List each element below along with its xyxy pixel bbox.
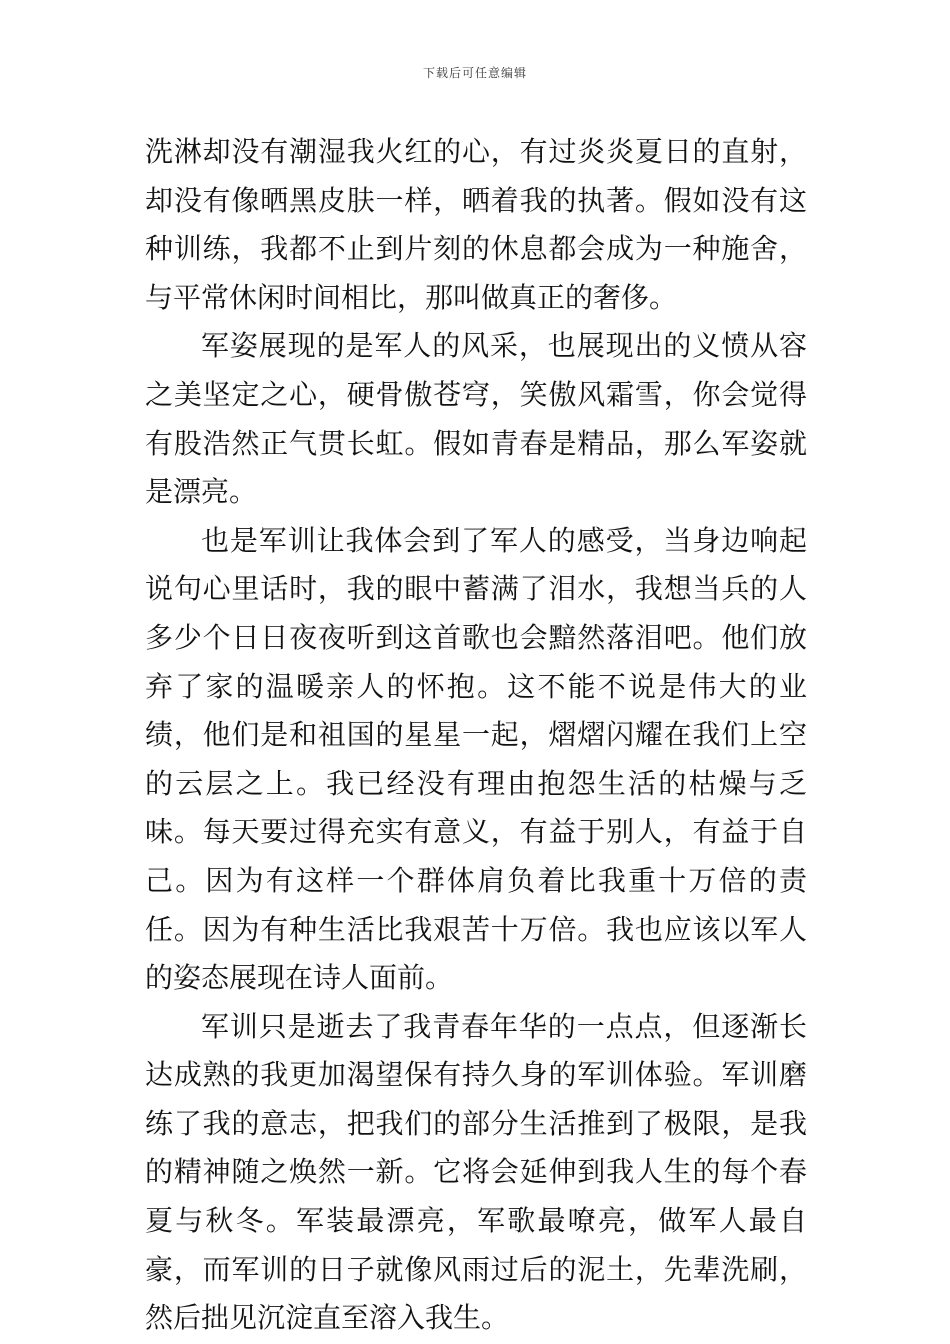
page-header: 下载后可任意编辑 (422, 66, 527, 80)
paragraph-4: 军训只是逝去了我青春年华的一点点，但逐渐长达成熟的我更加渴望保有持久身的军训体验。军训磨练了我的意志，把我们的部分生活推到了极限，是我的精神随之焕然一新。它将会延伸到我人生的每个春夏与秋冬。军装最漂亮，军歌最嘹亮，做军人最自豪，而军训的日子就像风雨过后的泥土，先辈洗刷，然后拙见沉淀直至溶入我生。 (145, 1009, 807, 1335)
paragraph-2: 军姿展现的是军人的风采，也展现出的义愤从容之美坚定之心，硬骨傲苍穹，笑傲风霜雪，你会觉得有股浩然正气贯长虹。假如青春是精品，那么军姿就是漂亮。 (145, 329, 807, 509)
body-text (145, 128, 807, 1343)
paragraph-1: 洗淋却没有潮湿我火红的心，有过炎炎夏日的直射，却没有像晒黑皮肤一样，晒着我的执著。假如没有这种训练，我都不止到片刻的休息都会成为一种施舍，与平常休闲时间相比，那叫做真正的奢侈。 (145, 135, 807, 314)
paragraph-3: 也是军训让我体会到了军人的感受，当身边响起说句心里话时，我的眼中蓄满了泪水，我想当兵的人多少个日日夜夜听到这首歌也会黯然落泪吧。他们放弃了家的温暖亲人的怀抱。这不能不说是伟大的业绩，他们是和祖国的星星一起，熠熠闪耀在我们上空的云层之上。我已经没有理由抱怨生活的枯燥与乏味。每天要过得充实有意义，有益于别人，有益于自己。因为有这样一个群体肩负着比我重十万倍的责任。因为有种生活比我艰苦十万倍。我也应该以军人的姿态展现在诗人面前。 (145, 523, 807, 995)
